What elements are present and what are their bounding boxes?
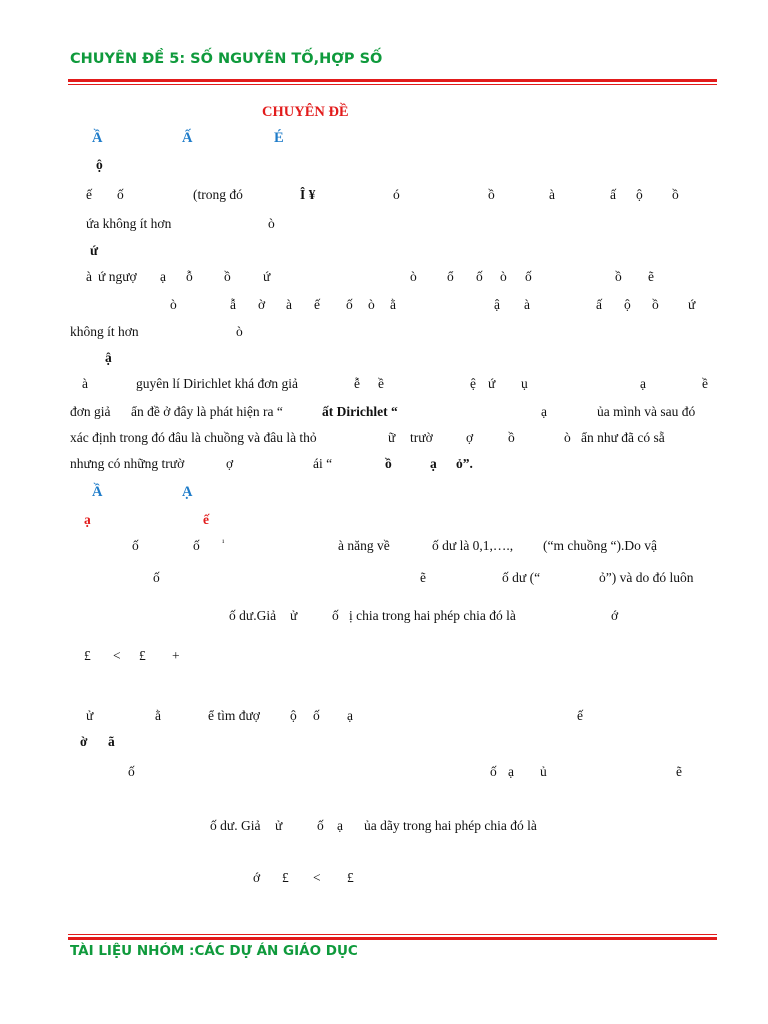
formula-fragment: + [172, 648, 180, 663]
text-fragment: à năng về [338, 538, 390, 553]
red-heading-line [0, 512, 768, 530]
subheading-fragment: ã [108, 734, 115, 749]
text-fragment: ề [702, 376, 708, 391]
page-footer-title: TÀI LIỆU NHÓM :CÁC DỰ ÁN GIÁO DỤC [70, 943, 358, 959]
text-fragment: ị chia trong hai phép chia đó là [349, 608, 516, 623]
formula-fragment: < [313, 870, 321, 885]
text-fragment: ợ [226, 456, 234, 471]
text-line [0, 216, 768, 234]
text-fragment: ố dư (“ [502, 570, 541, 585]
footer-rule-thin [68, 934, 717, 935]
text-fragment: ộ [624, 297, 631, 312]
text-fragment: ó [393, 187, 400, 202]
text-fragment: ứ ngượ [98, 269, 137, 284]
text-fragment: ạ [508, 764, 514, 779]
text-line [0, 404, 768, 422]
formula-fragment: ớ [253, 870, 261, 885]
page-header-title: CHUYÊN ĐỀ 5: SỐ NGUYÊN TỐ,HỢP SỐ [70, 51, 383, 67]
text-fragment: ồ [488, 187, 495, 202]
text-fragment: ố [317, 818, 324, 833]
text-fragment: trườ [410, 430, 433, 445]
text-fragment: ợ [466, 430, 474, 445]
text-fragment: ấ [610, 187, 616, 202]
text-fragment: ổ [447, 269, 454, 284]
text-fragment: ồ [672, 187, 679, 202]
text-fragment: ố [117, 187, 124, 202]
text-fragment: ố [153, 570, 160, 585]
text-fragment: ớ [611, 608, 619, 623]
text-line [0, 818, 768, 836]
subheading-line [0, 734, 768, 752]
text-fragment: (trong đó [193, 187, 243, 202]
subheading-fragment: ộ [96, 157, 103, 172]
red-heading-fragment: ạ [84, 512, 91, 527]
formula-fragment: < [113, 648, 121, 663]
text-fragment: ồ [652, 297, 659, 312]
text-fragment: ò [236, 324, 243, 339]
text-fragment: ễ [354, 376, 360, 391]
text-fragment: (“m chuồng “).Do vậ [543, 538, 657, 553]
text-fragment: ạ [347, 708, 353, 723]
text-line [0, 608, 768, 626]
text-fragment: ố dư.Giả [229, 608, 277, 623]
text-line [0, 376, 768, 394]
text-fragment: ố [476, 269, 483, 284]
text-fragment: ử [290, 608, 298, 623]
text-fragment: ẫ [230, 297, 236, 312]
text-fragment: ố dư là 0,1,…., [432, 538, 514, 553]
text-fragment: ò [410, 269, 417, 284]
text-fragment: ậ [494, 297, 500, 312]
text-fragment: ế [577, 708, 583, 723]
text-fragment: ố [332, 608, 339, 623]
text-fragment: ạ [160, 269, 166, 284]
text-line [0, 187, 768, 205]
text-line [0, 570, 768, 588]
text-fragment: ằ [390, 297, 396, 312]
text-fragment: ò [368, 297, 375, 312]
text-fragment: ồ [615, 269, 622, 284]
text-line [0, 708, 768, 726]
formula-line [0, 648, 768, 666]
footer-rule-thick [68, 937, 717, 940]
text-fragment: ạ [337, 818, 343, 833]
text-line [0, 324, 768, 342]
text-fragment: ỗ [186, 269, 193, 284]
text-line [0, 456, 768, 474]
text-line [0, 538, 768, 556]
text-fragment: ủ [540, 764, 547, 779]
text-fragment: ố dư. Giả [210, 818, 261, 833]
red-heading-fragment: ế [203, 512, 209, 527]
text-fragment: ẩn đề ở đây là phát hiện ra “ [131, 404, 283, 419]
text-fragment: ủa dãy trong hai phép chia đó là [364, 818, 537, 833]
text-fragment: ồ [508, 430, 515, 445]
heading-fragment: É [274, 130, 284, 146]
heading-fragment: Ầ [92, 484, 103, 500]
text-line [0, 430, 768, 448]
text-fragment: ố [128, 764, 135, 779]
subheading-line [0, 157, 768, 175]
text-fragment: ứ [688, 297, 696, 312]
text-fragment: ẽ [676, 764, 682, 779]
text-fragment: ạ [640, 376, 646, 391]
text-fragment: ứa không ít hơn [86, 216, 172, 231]
text-fragment: ố [132, 538, 139, 553]
text-fragment: ố [193, 538, 200, 553]
text-fragment: ố [313, 708, 320, 723]
text-line [0, 269, 768, 287]
text-fragment: ố [346, 297, 353, 312]
formula-line [0, 870, 768, 888]
text-fragment: ẽ [420, 570, 426, 585]
header-rule-thin [68, 84, 717, 85]
text-fragment: ồ [385, 456, 392, 471]
subheading-line [0, 350, 768, 368]
text-fragment: ứ [488, 376, 496, 391]
text-fragment: ử [275, 818, 283, 833]
header-rule-thick [68, 79, 717, 82]
subheading-fragment: ứ [90, 243, 99, 258]
text-fragment: ủa mình và sau đó [597, 404, 696, 419]
subheading-fragment: ờ [80, 734, 88, 749]
formula-fragment: £ [282, 870, 289, 885]
text-fragment: ế [86, 187, 92, 202]
section-heading-line [0, 130, 768, 148]
text-fragment: ò [170, 297, 177, 312]
text-fragment: ỏ”. [456, 456, 473, 471]
text-fragment: ấ [596, 297, 602, 312]
section-heading-line [0, 484, 768, 502]
text-fragment: ứ [263, 269, 271, 284]
heading-fragment: Ạ [182, 484, 193, 500]
text-fragment: ạ [541, 404, 547, 419]
formula-fragment: £ [347, 870, 354, 885]
text-fragment: ố [525, 269, 532, 284]
text-fragment: ụ [521, 376, 528, 391]
text-fragment: ỏ”) và do đó luôn [599, 570, 694, 585]
heading-fragment: Ầ [92, 130, 103, 146]
formula-fragment: £ [84, 648, 91, 663]
text-fragment: không ít hơn [70, 324, 139, 339]
text-fragment: ẽ [648, 269, 654, 284]
text-fragment: nhưng có những trườ [70, 456, 185, 471]
superscript-fragment: ¹ [222, 538, 225, 547]
text-fragment: ái “ [313, 456, 333, 471]
text-fragment: ể tìm đượ [208, 708, 260, 723]
text-fragment: ằ [155, 708, 161, 723]
text-fragment: ữ [388, 430, 396, 445]
text-fragment: ộ [636, 187, 643, 202]
formula-fragment: £ [139, 648, 146, 663]
text-fragment: ất Dirichlet “ [322, 404, 398, 419]
subheading-fragment: ậ [105, 350, 112, 365]
text-fragment: ề [378, 376, 384, 391]
subheading-line [0, 243, 768, 261]
text-fragment: ộ [290, 708, 297, 723]
text-line [0, 297, 768, 315]
text-line [0, 764, 768, 782]
text-fragment: ồ [224, 269, 231, 284]
text-fragment: guyên lí Dirichlet khá đơn giả [136, 376, 298, 391]
text-fragment: à [286, 297, 292, 312]
text-fragment: ẩn như đã có sẵ [581, 430, 665, 445]
text-fragment: ạ [430, 456, 437, 471]
text-fragment: ờ [258, 297, 266, 312]
text-fragment: à [82, 376, 88, 391]
text-fragment: ò [564, 430, 571, 445]
document-title: CHUYÊN ĐỀ [262, 104, 349, 120]
heading-fragment: Ấ [182, 130, 193, 146]
text-fragment: xác định trong đó đâu là chuồng và đâu là thỏ [70, 430, 317, 445]
text-fragment: ò [268, 216, 275, 231]
text-fragment: ố [490, 764, 497, 779]
text-fragment: Î ¥ [300, 187, 316, 202]
text-fragment: ử [86, 708, 94, 723]
text-fragment: à [86, 269, 92, 284]
text-fragment: à [549, 187, 555, 202]
text-fragment: đơn giả [70, 404, 111, 419]
text-fragment: ệ [470, 376, 476, 391]
text-fragment: ế [314, 297, 320, 312]
text-fragment: à [524, 297, 530, 312]
text-fragment: ò [500, 269, 507, 284]
